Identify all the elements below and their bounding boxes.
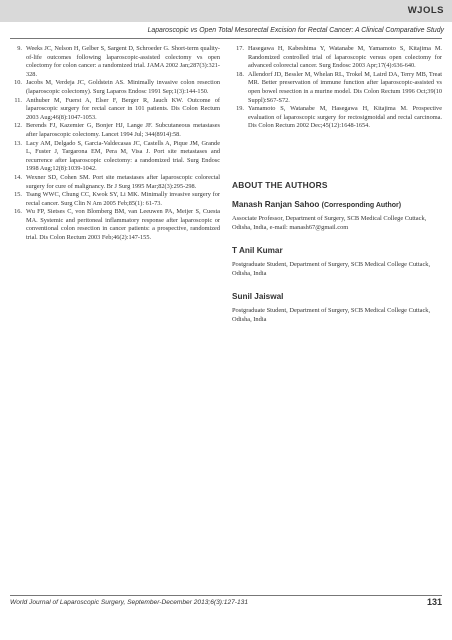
reference-number: 10. <box>14 79 22 87</box>
reference-text: Lacy AM, Delgado S, Garcia-Valdecasas JC, Castells A, Pique JM, Grande L, Fuster J, Targarona EM, Pera M, Visa J. Port site metastases and recurrence after laparoscopic colectomy: a randomized trial. Surg Endosc 1998 Aug;12(8):1039-1042. <box>26 139 220 173</box>
author-entry <box>232 246 442 278</box>
reference-text: Allendorf JD, Bessler M, Whelan RL, Trokel M, Laird DA, Terry MB, Treat MR. Better preservation of immune function after laparoscopic-assisted vs open bowel resection in a murine model. Dis Colon Rectum 1996 Oct;39(10 Suppl):S67-S72. <box>248 70 442 104</box>
reference-number: 16. <box>14 208 22 216</box>
reference-number: 11. <box>14 96 22 104</box>
reference-item <box>10 97 220 123</box>
author-name: Manash Ranjan Sahoo <box>232 200 320 209</box>
reference-text: Wexner SD, Cohen SM. Port site metastases after laparoscopic colorectal surgery for cure of malignancy. Br J Surg 1995 Mar;82(3):295-298. <box>26 173 220 190</box>
reference-item <box>10 208 220 242</box>
reference-text: Wu FP, Sietses C, von Blomberg BM, van Leeuwen PA, Meijer S, Cuesta MA. Systemic and peritoneal inflammatory response after laparoscopic or conventional colon resection in cancer patients: a prospective, randomized trial. Dis Colon Rectum 2003 Feb;46(2):147-155. <box>26 208 220 242</box>
reference-item <box>10 174 220 191</box>
reference-number: 13. <box>14 139 22 147</box>
reference-item <box>10 45 220 79</box>
running-title: Laparoscopic vs Open Total Mesorectal Excision for Rectal Cancer: A Clinical Comparative Study <box>147 27 444 34</box>
footer-citation: World Journal of Laparoscopic Surgery, September-December 2013;6(3):127-131 <box>10 599 248 606</box>
references-right-column <box>232 45 442 131</box>
reference-number: 17. <box>236 45 244 52</box>
page-number: 131 <box>426 597 442 607</box>
reference-number: 9. <box>17 45 22 52</box>
author-name-line <box>232 292 442 301</box>
author-name-line <box>232 200 442 209</box>
reference-item <box>10 191 220 208</box>
reference-number: 15. <box>14 191 22 199</box>
reference-number: 18. <box>236 70 244 78</box>
footer-rule <box>10 595 442 596</box>
reference-text: Weeks JC, Nelson H, Gelber S, Sargent D, Schroeder G. Short-term quality-of-life outcomes following laparoscopic-assisted colectomy vs open colectomy for colon cancer: a randomized trial. JAMA 2002 Jan;287(3):321-328. <box>26 45 220 78</box>
reference-text: Jacobs M, Verdeja JC, Goldstein AS. Minimally invasive colon resection (laparoscopic colectomy). Surg Laparos Endosc 1991 Sep;1(3):144-150. <box>26 79 220 95</box>
author-name: T Anil Kumar <box>232 246 283 255</box>
author-entry <box>232 200 442 232</box>
reference-text: Tsang WWC, Chung CC, Kwok SY, Li MK. Minimally invasive surgery for rectal cancer. Surg Clin N Am 2005 Feb;85(1): 61-73. <box>26 191 220 207</box>
author-name: Sunil Jaiswal <box>232 292 284 301</box>
reference-item <box>10 79 220 96</box>
reference-text: Hasegawa H, Kabeshima Y, Watanabe M, Yamamoto S, Kitajima M. Randomized controlled trial of laparoscopic versus open colectomy for advanced colorectal cancer. Surg Endosc 2003 Apr;17(4):636-640. <box>248 45 442 70</box>
section-title: ABOUT THE AUTHORS <box>232 180 328 190</box>
reference-item <box>232 71 442 105</box>
reference-item <box>10 140 220 174</box>
reference-text: Yamamoto S, Watanabe M, Hasegawa H, Kitajima M. Prospective evaluation of laparoscopic surgery for rectosigmoidal and rectal carcinoma. Dis Colon Rectum 2002 Dec;45(12):1648-1654. <box>248 105 442 130</box>
reference-text: Berends FJ, Kazemier G, Bonjer HJ, Lange JF. Subcutaneous metastases after laparoscopic colectomy. Lancet 1994 Jul; 344(8914):58. <box>26 122 220 138</box>
references-left-column <box>10 45 220 243</box>
reference-number: 14. <box>14 173 22 181</box>
author-affiliation: Associate Professor, Department of Surgery, SCB Medical College Cuttack, Odisha, India, e-mail: manash67@gmail.com <box>232 215 427 231</box>
author-entry <box>232 292 442 324</box>
reference-number: 12. <box>14 122 22 130</box>
header-bar <box>0 0 452 22</box>
header-rule <box>10 38 442 39</box>
reference-text: Anthuber M, Fuerst A, Elser F, Berger R, Jauch KW. Outcome of laparoscopic surgery for rectal cancer in 101 patients. Dis Colon Rectum 2003 Aug;46(8):1047-1053. <box>26 96 220 121</box>
author-affiliation: Postgraduate Student, Department of Surgery, SCB Medical College Cuttack, Odisha, India <box>232 261 431 277</box>
reference-item <box>232 105 442 131</box>
about-the-authors <box>232 180 442 338</box>
journal-name: WJOLS <box>407 5 444 16</box>
reference-number: 19. <box>236 105 244 113</box>
author-affiliation: Postgraduate Student, Department of Surgery, SCB Medical College Cuttack, Odisha, India <box>232 307 431 323</box>
author-role: (Corresponding Author) <box>321 202 402 209</box>
reference-item <box>232 45 442 71</box>
author-name-line <box>232 246 442 255</box>
reference-item <box>10 122 220 139</box>
